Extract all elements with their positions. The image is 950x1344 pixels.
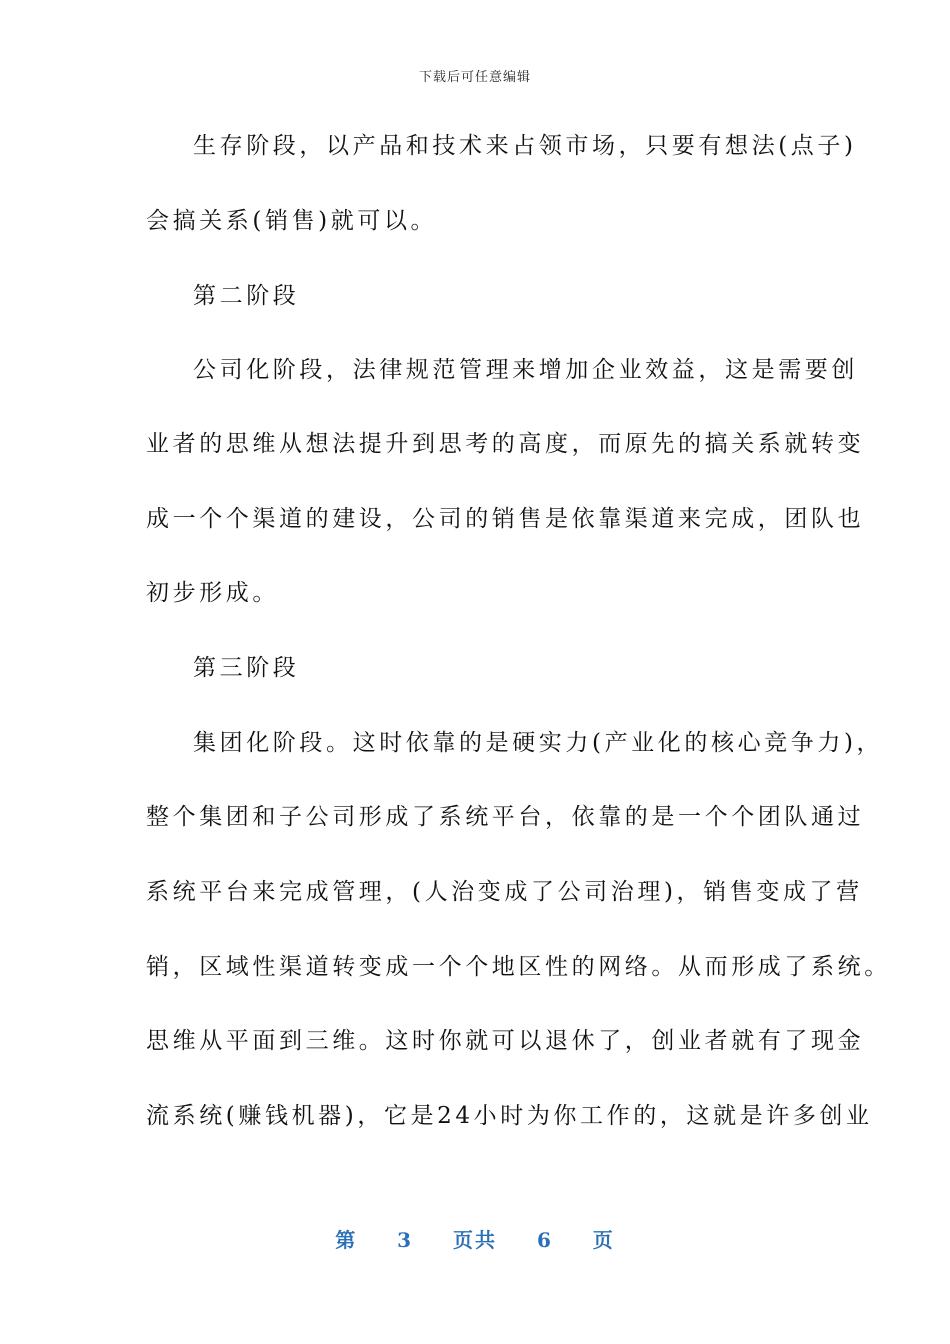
paragraph-line: 成一个个渠道的建设，公司的销售是依靠渠道来完成，团队也 [146, 506, 865, 532]
current-page-number: 3 [397, 1228, 414, 1252]
footer-suffix: 页 [592, 1228, 615, 1252]
section-heading: 第二阶段 [193, 283, 300, 309]
footer-middle: 页共 [453, 1228, 497, 1252]
paragraph-line: 整个集团和子公司形成了系统平台，依靠的是一个个团队通过 [146, 804, 865, 830]
paragraph-line: 公司化阶段，法律规范管理来增加企业效益，这是需要创 [193, 357, 858, 383]
paragraph-line: 生存阶段，以产品和技术来占领市场，只要有想法(点子) [193, 133, 857, 159]
paragraph-line: 业者的思维从想法提升到思考的高度，而原先的搞关系就转变 [146, 431, 865, 457]
paragraph-line: 系统平台来完成管理，(人治变成了公司治理)，销售变成了营 [146, 879, 863, 905]
total-page-number: 6 [536, 1228, 553, 1252]
paragraph-line: 销，区域性渠道转变成一个个地区性的网络。从而形成了系统。 [146, 954, 891, 980]
page-footer [0, 1224, 950, 1253]
paragraph-line: 集团化阶段。这时依靠的是硬实力(产业化的核心竞争力)， [193, 730, 884, 756]
section-heading: 第三阶段 [193, 655, 300, 681]
header-note: 下载后可任意编辑 [418, 70, 531, 85]
paragraph-line: 思维从平面到三维。这时你就可以退休了，创业者就有了现金 [146, 1028, 865, 1054]
paragraph-line: 会搞关系(销售)就可以。 [146, 208, 438, 234]
footer-prefix: 第 [335, 1228, 358, 1252]
paragraph-line: 初步形成。 [146, 580, 279, 606]
paragraph-line: 流系统(赚钱机器)，它是24小时为你工作的，这就是许多创业 [146, 1103, 873, 1129]
